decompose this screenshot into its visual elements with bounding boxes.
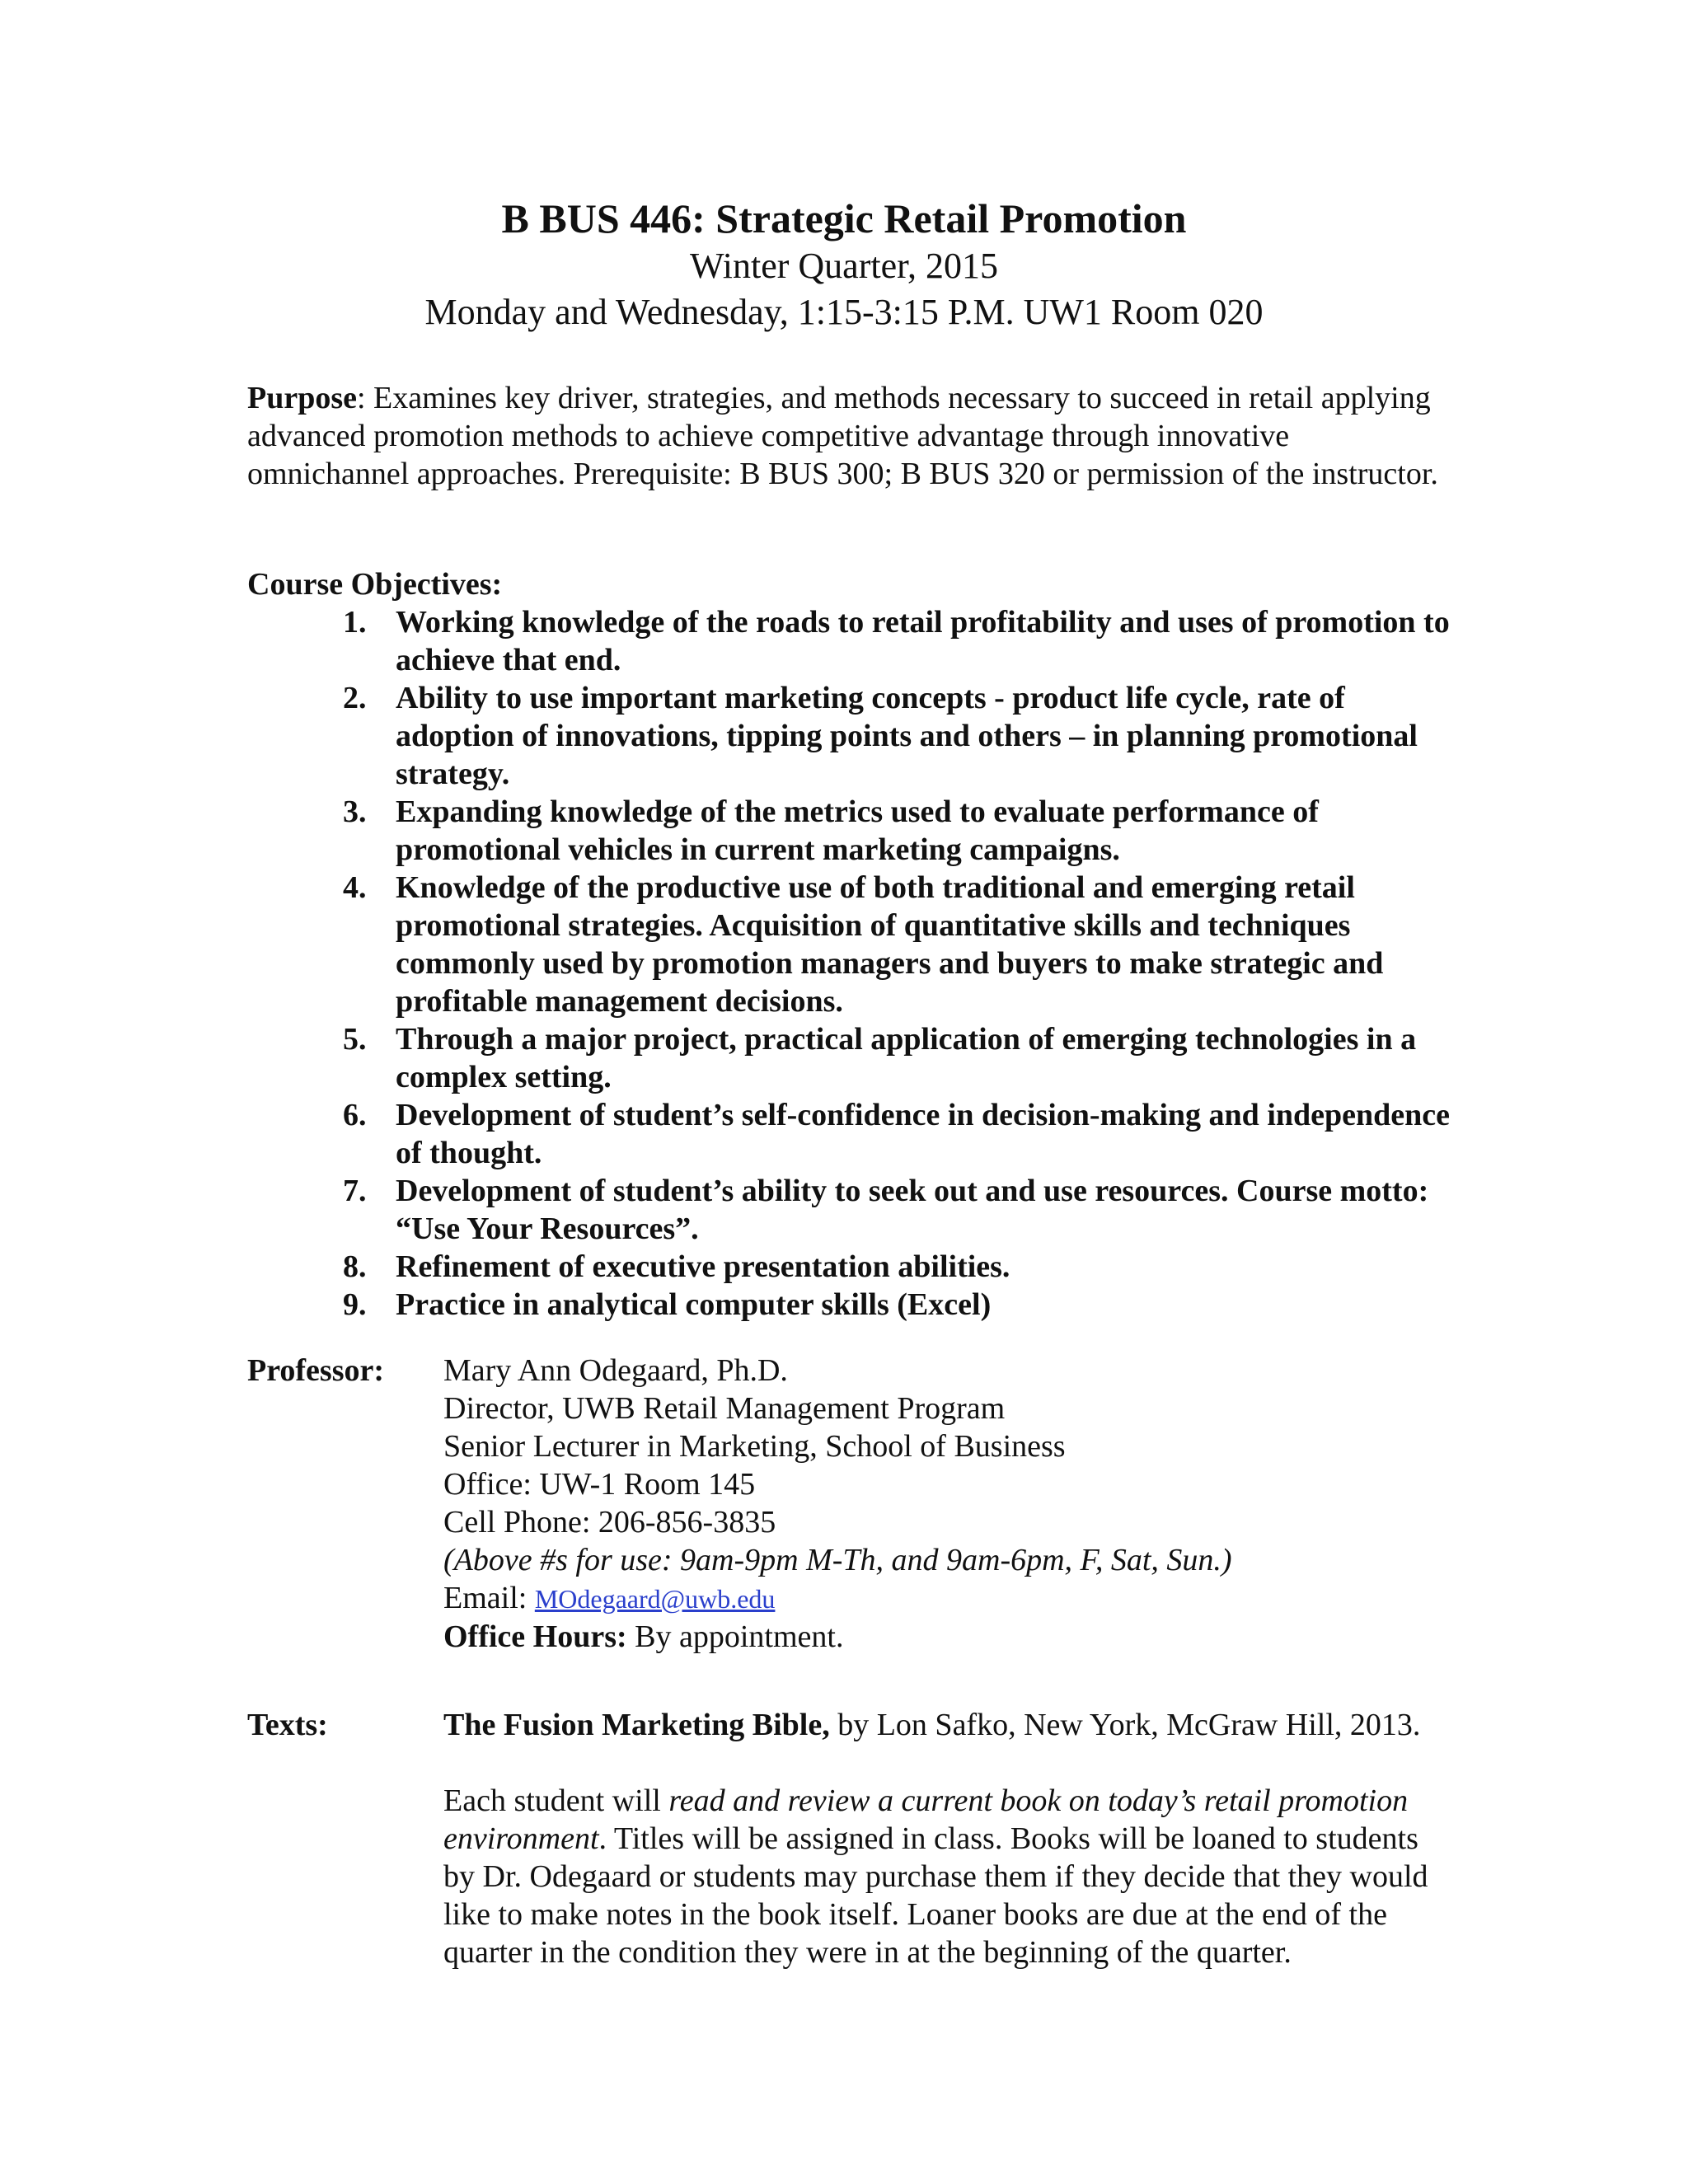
- objective-text: Practice in analytical computer skills (Excel): [396, 1287, 992, 1322]
- textbook-details: by Lon Safko, New York, McGraw Hill, 2013.: [829, 1708, 1421, 1742]
- textbook-title: The Fusion Marketing Bible,: [443, 1708, 830, 1742]
- email-link[interactable]: MOdegaard@uwb.edu: [534, 1584, 776, 1614]
- phone-hours-note: (Above #s for use: 9am-9pm M-Th, and 9am-6pm, F, Sat, Sun.): [443, 1543, 1232, 1577]
- professor-phone: Cell Phone: 206-856-3835: [443, 1505, 776, 1540]
- objective-item: [247, 1096, 1451, 1172]
- course-title: B BUS 446: Strategic Retail Promotion: [501, 195, 1187, 241]
- objective-text: Through a major project, practical application of emerging technologies in a complex setting.: [396, 1022, 1417, 1094]
- objective-number: 1.: [343, 605, 367, 640]
- objective-number: 6.: [343, 1098, 367, 1132]
- objective-number: 8.: [343, 1249, 367, 1284]
- office-hours-line: [443, 1618, 1451, 1656]
- objective-number: 3.: [343, 794, 367, 829]
- objective-text: Development of student’s self-confidence in decision-making and independence of thought.: [396, 1098, 1451, 1170]
- objective-text: Expanding knowledge of the metrics used to evaluate performance of promotional vehicles in current marketing campaigns.: [396, 794, 1319, 867]
- objective-item: [247, 1172, 1451, 1248]
- objective-number: 5.: [343, 1022, 367, 1057]
- textbook-citation: [443, 1706, 1451, 1744]
- header: [0, 194, 1688, 335]
- objective-item: [247, 869, 1451, 1020]
- objective-item: [247, 1020, 1451, 1096]
- objective-text: Refinement of executive presentation abilities.: [396, 1249, 1010, 1284]
- purpose-text: : Examines key driver, strategies, and methods necessary to succeed in retail applying advanced promotion methods to achieve competitive advantage through innovative omnichannel approaches. Prerequisite: B BUS 300; B BUS 320 or permission of the instructor.: [247, 381, 1438, 491]
- professor-office: Office: UW-1 Room 145: [443, 1467, 756, 1502]
- office-hours-label: Office Hours:: [443, 1619, 627, 1654]
- objective-number: 2.: [343, 681, 367, 715]
- purpose-label: Purpose: [247, 381, 357, 415]
- objective-text: Development of student’s ability to seek out and use resources. Course motto: “Use Your Resources”.: [396, 1174, 1429, 1246]
- book-review-start: Each student will: [443, 1783, 669, 1818]
- book-review-italic: read and review a current book on today’s retail promotion environment: [443, 1783, 1409, 1856]
- professor-details: [443, 1352, 1451, 1656]
- objectives-list: [247, 603, 1451, 1324]
- quarter: Winter Quarter, 2015: [690, 246, 998, 286]
- objective-text: Ability to use important marketing concepts - product life cycle, rate of adoption of innovations, tipping points and others – in planning promotional strategy.: [396, 681, 1418, 791]
- book-review-rest: . Titles will be assigned in class. Books will be loaned to students by Dr. Odegaard or students may purchase them if they decide that they would like to make notes in the book itself. Loaner books are due at the end of the quarter in the condition they were in at the beginning of the quarter.: [443, 1821, 1428, 1970]
- office-hours-value: By appointment.: [626, 1619, 844, 1654]
- texts-label: Texts:: [247, 1708, 328, 1742]
- professor-name: Mary Ann Odegaard, Ph.D.: [443, 1353, 788, 1388]
- professor-title-director: Director, UWB Retail Management Program: [443, 1391, 1006, 1426]
- professor-label: Professor:: [247, 1353, 385, 1388]
- objective-item: [247, 1248, 1451, 1286]
- objective-number: 7.: [343, 1174, 367, 1208]
- objective-item: [247, 679, 1451, 793]
- objective-number: 4.: [343, 870, 367, 905]
- objective-item: [247, 603, 1451, 679]
- book-review-paragraph: [443, 1782, 1451, 1971]
- schedule: Monday and Wednesday, 1:15-3:15 P.M. UW1 Room 020: [424, 292, 1264, 332]
- email-label: Email:: [443, 1581, 535, 1615]
- objective-number: 9.: [343, 1287, 367, 1322]
- objective-item: [247, 1286, 1451, 1324]
- objective-text: Knowledge of the productive use of both traditional and emerging retail promotional strategies. Acquisition of quantitative skills and techniques commonly used by promotion managers and buyers to make strategic and profitable management decisions.: [396, 870, 1384, 1019]
- professor-title-lecturer: Senior Lecturer in Marketing, School of Business: [443, 1429, 1066, 1464]
- objective-item: [247, 793, 1451, 869]
- professor-email-line: [443, 1579, 1451, 1618]
- purpose-paragraph: [247, 379, 1451, 493]
- texts-details: [443, 1706, 1451, 1971]
- objectives-heading: Course Objectives:: [247, 567, 503, 602]
- objective-text: Working knowledge of the roads to retail profitability and uses of promotion to achieve that end.: [396, 605, 1450, 677]
